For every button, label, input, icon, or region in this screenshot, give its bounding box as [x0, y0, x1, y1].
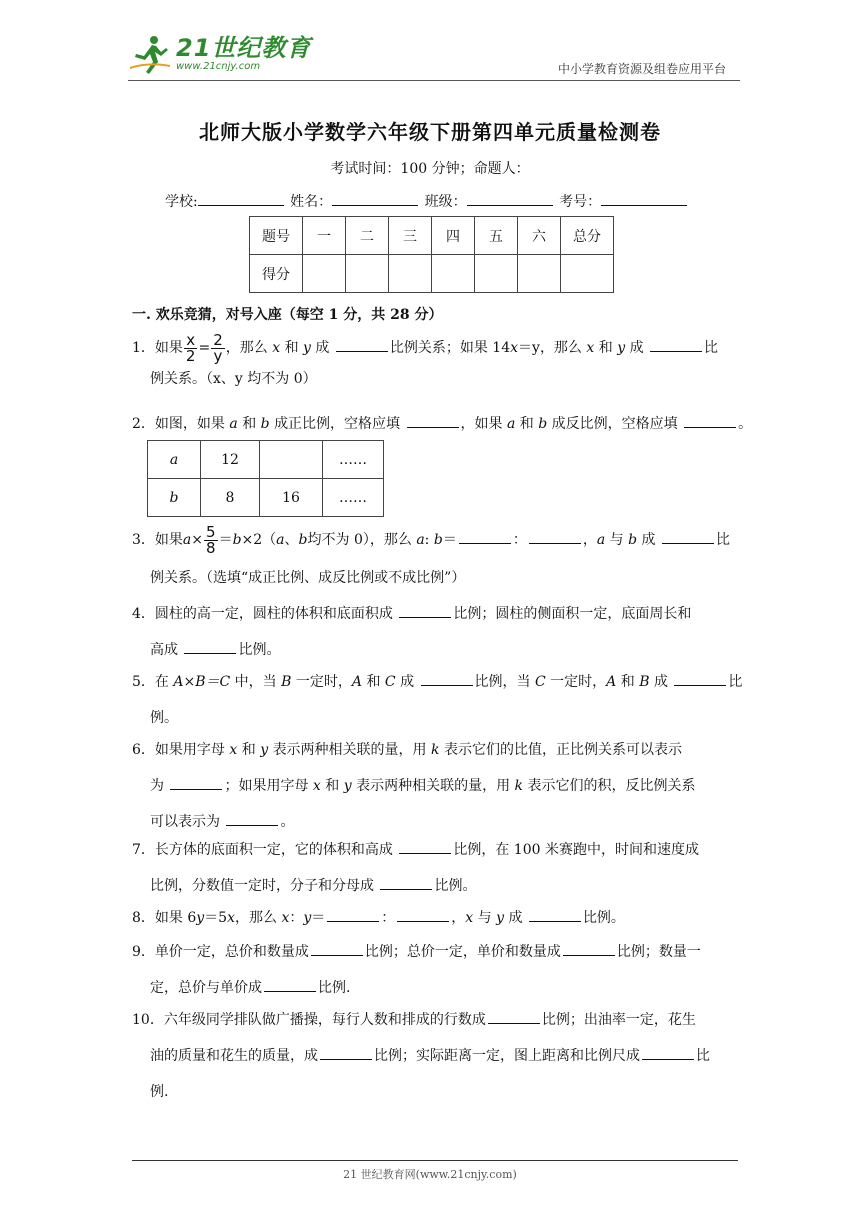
logo-text: 21世纪教育	[176, 34, 312, 62]
score-header-cell: 四	[432, 217, 475, 255]
score-row-label: 得分	[250, 255, 303, 293]
table-cell: a	[148, 441, 201, 479]
table-cell: ……	[323, 479, 384, 517]
question-7-line-1: 7．长方体的底面积一定，它的体积和高成 比例，在 100 米赛跑中，时间和速度成	[132, 832, 732, 868]
answer-blank[interactable]	[684, 413, 736, 428]
footer-divider	[132, 1160, 738, 1161]
question-7-line-2: 比例，分数值一定时，分子和分母成 比例。	[132, 868, 732, 904]
class-label: 班级：	[424, 194, 467, 210]
answer-blank[interactable]	[336, 337, 388, 352]
question-8	[132, 900, 732, 936]
answer-blank[interactable]	[488, 1009, 540, 1024]
answer-blank[interactable]	[642, 1045, 694, 1060]
table-cell: b	[148, 479, 201, 517]
answer-blank[interactable]	[650, 337, 702, 352]
school-label: 学校:	[165, 194, 198, 210]
question-2	[132, 406, 753, 442]
question-4	[132, 596, 732, 668]
score-header-cell: 题号	[250, 217, 303, 255]
answer-blank[interactable]	[529, 907, 581, 922]
answer-blank[interactable]	[264, 977, 316, 992]
question-8-line-1: 8．如果 6y＝5x，那么 x：y＝ ： ，x 与 y 成 比例。	[132, 900, 732, 936]
question-9	[132, 934, 732, 1006]
score-cell[interactable]	[475, 255, 518, 293]
proportion-table	[147, 440, 384, 517]
question-5-line-1: 5．在 A×B＝C 中，当 B 一定时，A 和 C 成 比例，当 C 一定时，A 和 B 成 比	[132, 664, 732, 700]
header-platform-name: 中小学教育资源及组卷应用平台	[557, 62, 726, 76]
score-cell[interactable]	[561, 255, 614, 293]
score-header-cell: 六	[518, 217, 561, 255]
question-10-line-1: 10．六年级同学排队做广播操，每行人数和排成的行数成 比例；出油率一定，花生	[132, 1002, 732, 1038]
student-info-line	[165, 191, 689, 211]
answer-blank[interactable]	[674, 671, 726, 686]
page-header	[128, 32, 740, 82]
answer-blank[interactable]	[327, 907, 379, 922]
section-1-heading: 一. 欢乐竞猜，对号入座（每空 1 分，共 28 分）	[132, 307, 443, 323]
exam-subtitle: 考试时间：100 分钟；命题人：	[330, 161, 530, 177]
question-7	[132, 832, 732, 904]
number-field[interactable]	[601, 191, 687, 206]
question-1-line-2: 例关系。（x、y 均不为 0）	[150, 371, 317, 387]
question-10-line-2: 油的质量和花生的质量，成 比例；实际距离一定，图上距离和比例尺成 比	[132, 1038, 732, 1074]
answer-blank[interactable]	[320, 1045, 372, 1060]
answer-blank[interactable]	[399, 603, 451, 618]
question-5	[132, 664, 743, 736]
score-cell[interactable]	[389, 255, 432, 293]
answer-blank[interactable]	[380, 875, 432, 890]
score-header-cell: 总分	[561, 217, 614, 255]
score-header-cell: 五	[475, 217, 518, 255]
question-3-line-2: 例关系。（选填“成正比例、成反比例或不成比例”）	[150, 570, 466, 586]
score-header-cell: 三	[389, 217, 432, 255]
question-1-line-1: 1．如果 $\frac{x}{2}$ = $\frac{2}{y}$ ，那么 x 和 y 成 比例关系；如果 14x＝y，那么 x 和 y 成 比	[132, 330, 719, 365]
runner-logo-icon	[128, 32, 172, 76]
score-table-score-row	[250, 255, 614, 293]
header-divider	[128, 80, 740, 81]
table-cell: 8	[201, 479, 260, 517]
question-6-line-2: 为 ；如果用字母 x 和 y 表示两种相关联的量，用 k 表示它们的积，反比例关系	[132, 768, 732, 804]
table-row	[148, 441, 384, 479]
question-4-line-2: 高成 比例。	[132, 632, 732, 668]
question-5-line-2: 例。	[150, 710, 178, 726]
answer-blank[interactable]	[184, 639, 236, 654]
answer-blank[interactable]	[529, 529, 581, 544]
score-cell[interactable]	[346, 255, 389, 293]
class-field[interactable]	[467, 191, 553, 206]
question-10	[132, 1002, 732, 1110]
answer-blank[interactable]	[226, 811, 278, 826]
answer-blank[interactable]	[459, 529, 511, 544]
question-6-line-3: 可以表示为 。	[132, 804, 732, 840]
school-field[interactable]	[198, 191, 284, 206]
question-2-line-1: 2．如图，如果 a 和 b 成正比例，空格应填 ，如果 a 和 b 成反比例，空格应填 。	[132, 406, 732, 442]
fraction-5-over-8: $\frac{5}{8}$	[206, 522, 216, 557]
answer-blank[interactable]	[170, 775, 222, 790]
question-3-line-1: 3．如果a× $\frac{5}{8}$ ＝b×2（a、b均不为 0），那么 a: b＝ ： ，a 与 b 成 比	[132, 522, 730, 557]
score-header-cell: 二	[346, 217, 389, 255]
answer-blank[interactable]	[563, 941, 615, 956]
logo-url: www.21cnjy.com	[176, 61, 261, 72]
question-6	[132, 732, 732, 840]
table-cell: ……	[323, 441, 384, 479]
question-3	[132, 522, 732, 598]
answer-blank[interactable]	[421, 671, 473, 686]
score-cell[interactable]	[303, 255, 346, 293]
question-9-line-2: 定，总价与单价成 比例.	[132, 970, 732, 1006]
question-4-line-1: 4．圆柱的高一定，圆柱的体积和底面积成 比例；圆柱的侧面积一定，底面周长和	[132, 596, 732, 632]
logo	[128, 32, 311, 76]
name-label: 姓名：	[290, 194, 333, 210]
score-table	[249, 216, 614, 293]
score-header-cell: 一	[303, 217, 346, 255]
number-label: 考号：	[559, 194, 602, 210]
answer-blank[interactable]	[399, 839, 451, 854]
name-field[interactable]	[332, 191, 418, 206]
score-table-header-row	[250, 217, 614, 255]
answer-blank[interactable]	[662, 529, 714, 544]
question-6-line-1: 6．如果用字母 x 和 y 表示两种相关联的量，用 k 表示它们的比值，正比例关系可以表示	[132, 742, 682, 758]
table-cell-blank[interactable]	[260, 441, 323, 479]
table-cell: 16	[260, 479, 323, 517]
table-row	[148, 479, 384, 517]
fraction-x-over-2: $\frac{x}{2}$	[185, 330, 196, 365]
footer-text: 21 世纪教育网(www.21cnjy.com)	[343, 1168, 517, 1181]
question-9-line-1: 9．单价一定，总价和数量成 比例；总价一定，单价和数量成 比例；数量一	[132, 934, 732, 970]
answer-blank[interactable]	[311, 941, 363, 956]
table-cell: 12	[201, 441, 260, 479]
answer-blank[interactable]	[407, 413, 459, 428]
score-cell[interactable]	[432, 255, 475, 293]
page-title: 北师大版小学数学六年级下册第四单元质量检测卷	[199, 120, 661, 144]
question-1	[132, 330, 732, 392]
fraction-2-over-y: $\frac{2}{y}$	[213, 330, 223, 365]
question-10-line-3: 例.	[150, 1084, 169, 1100]
answer-blank[interactable]	[397, 907, 449, 922]
score-cell[interactable]	[518, 255, 561, 293]
